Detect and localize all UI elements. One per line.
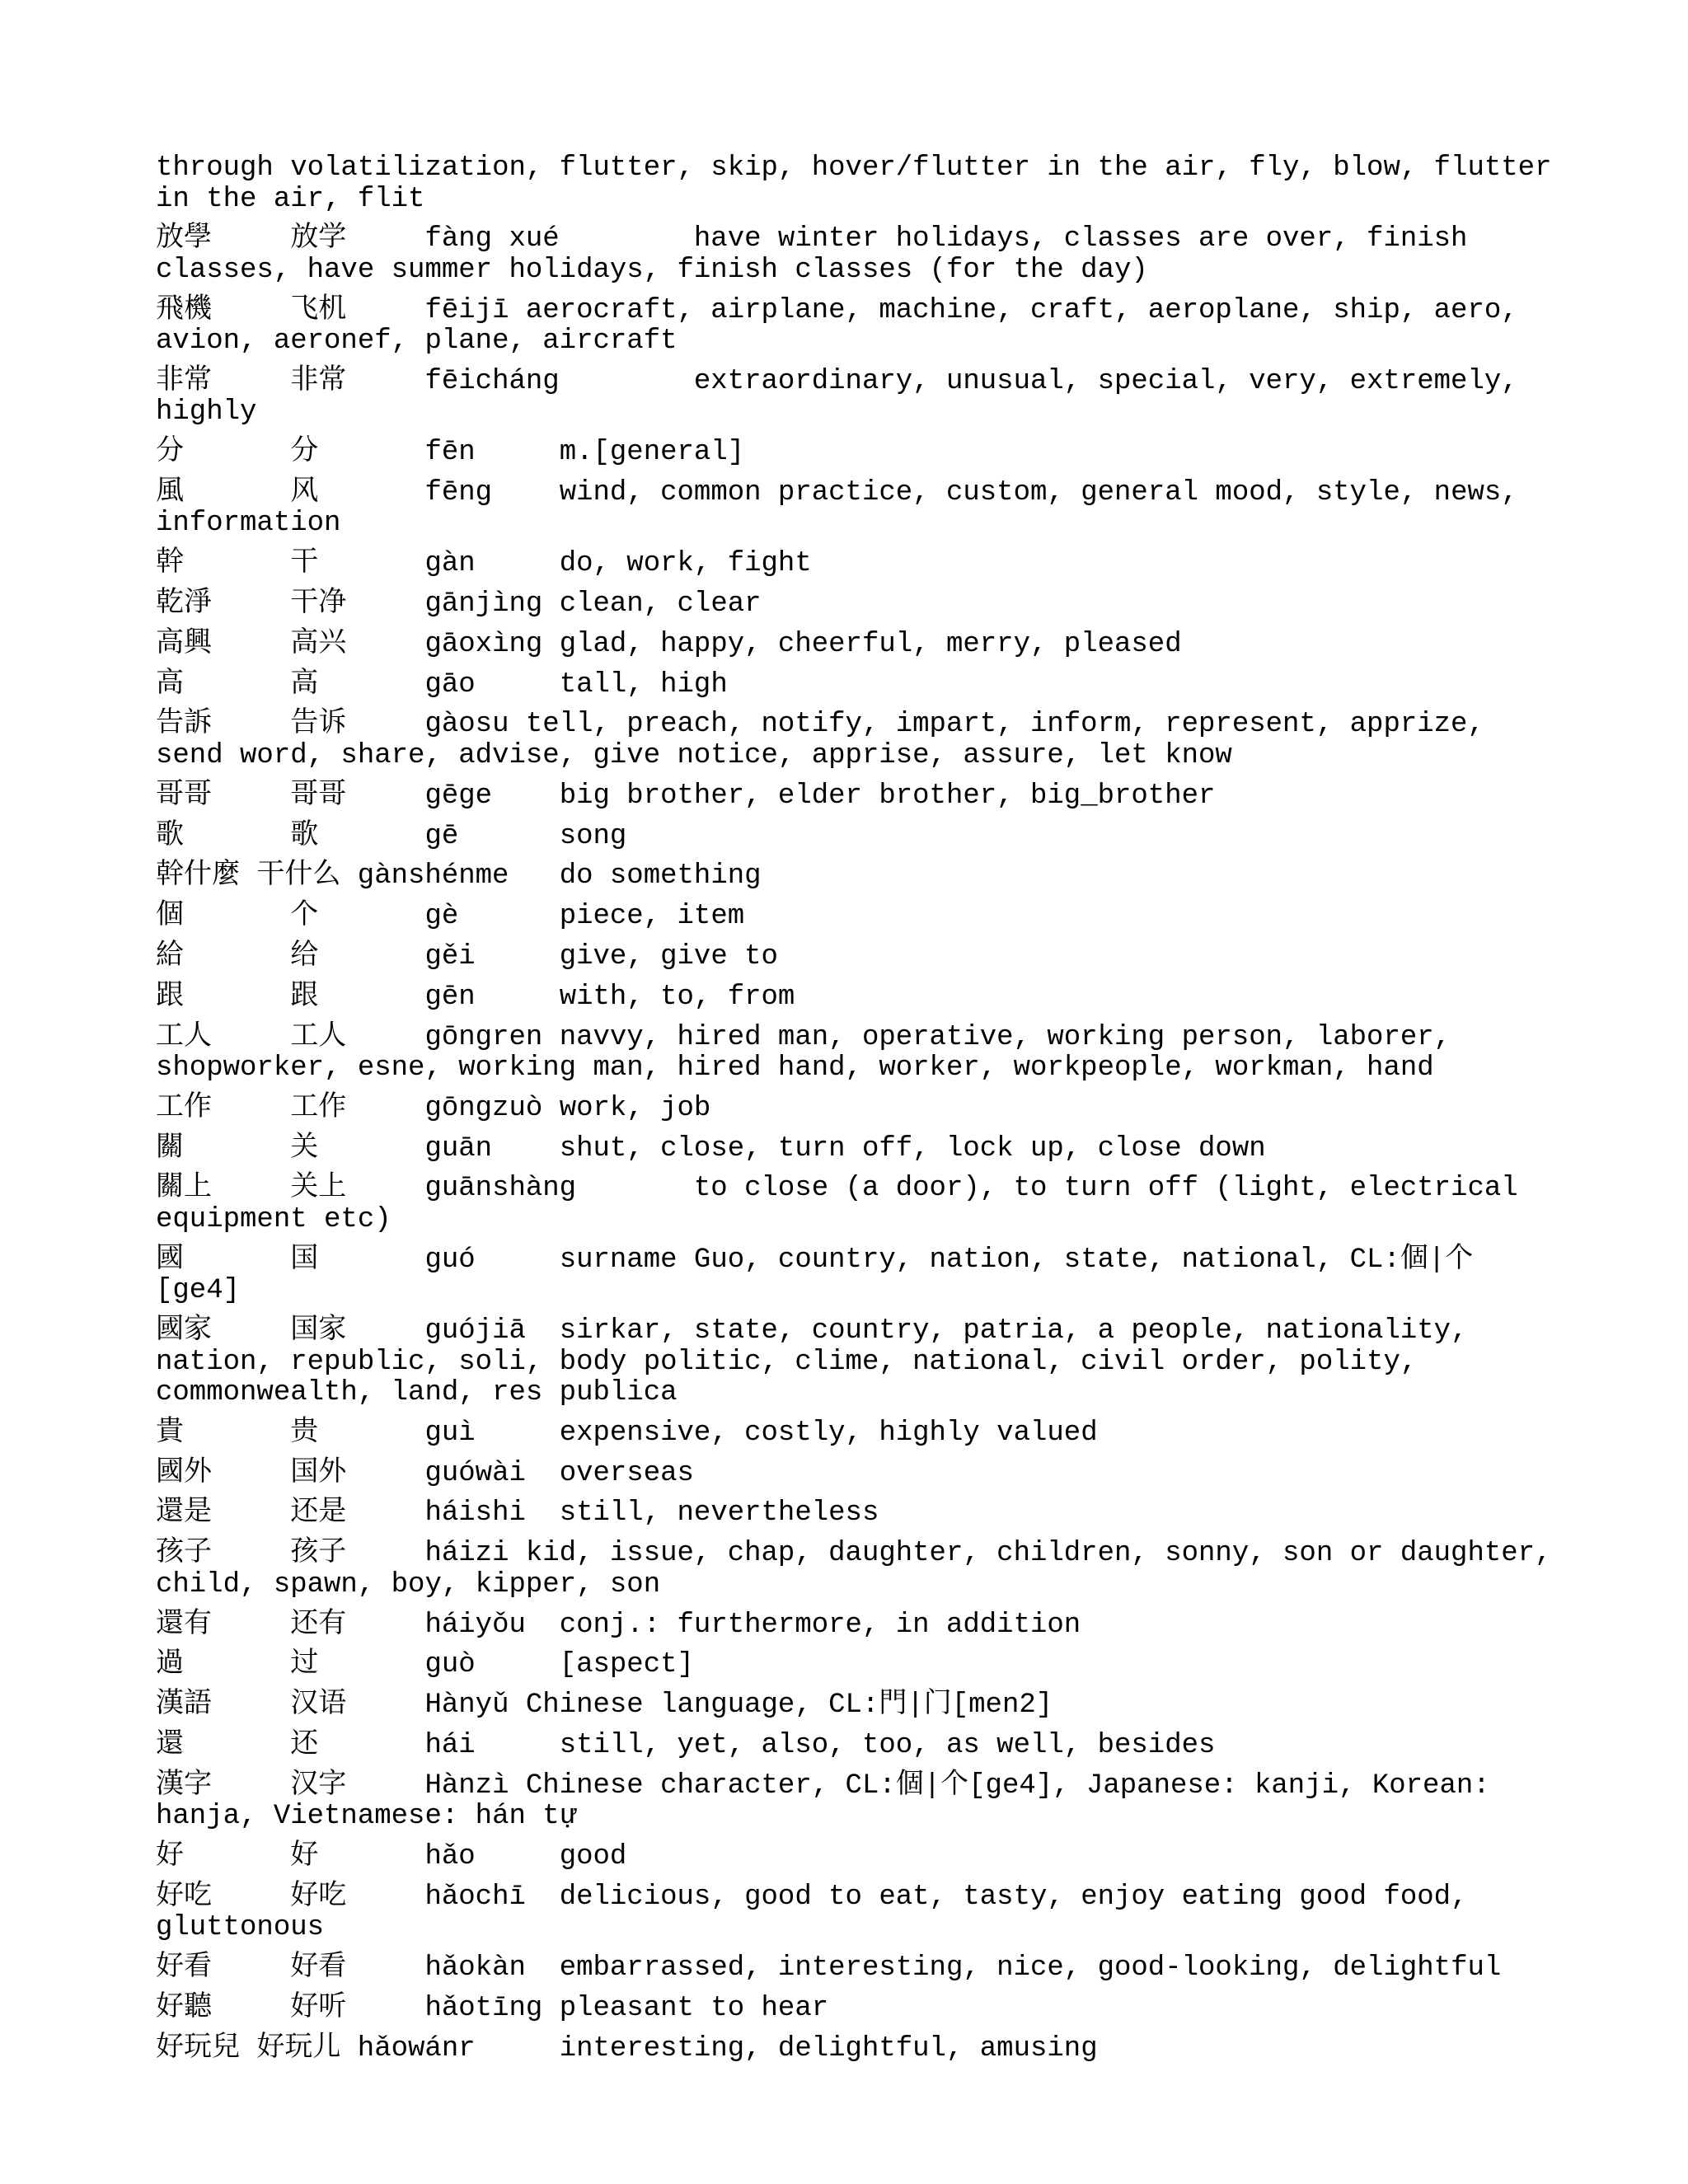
- list-item: 工作 工作 gōngzuò work, job: [156, 1092, 711, 1124]
- list-item: 國外 国外 guówài overseas: [156, 1457, 694, 1489]
- list-item: 還是 还是 háishi still, nevertheless: [156, 1497, 879, 1530]
- list-item: 關上 关上 guānshàng to close (a door), to turn off (light, electrical equipment etc): [156, 1173, 1536, 1235]
- list-item: 個 个 gè piece, item: [156, 901, 745, 933]
- list-item: 風 风 fēng wind, common practice, custom, general mood, style, news, information: [156, 476, 1536, 540]
- list-item: 非常 非常 fēicháng extraordinary, unusual, special, very, extremely, highly: [156, 365, 1536, 429]
- list-item: 好吃 好吃 hǎochī delicious, good to eat, tasty, enjoy eating good food, gluttonous: [156, 1881, 1484, 1944]
- list-item: 飛機 飞机 fēijī aerocraft, airplane, machine, craft, aeroplane, ship, aero, avion, aeronef, plane, aircraft: [156, 294, 1536, 358]
- list-item: 告訴 告诉 gàosu tell, preach, notify, impart, inform, represent, apprize, send word, share, advise, give notice, apprise, assure, let know: [156, 709, 1502, 771]
- list-item: 貴 贵 guì expensive, costly, highly valued: [156, 1417, 1098, 1449]
- list-item: 好 好 hǎo good: [156, 1841, 627, 1872]
- list-item: 分 分 fēn m.[general]: [156, 437, 745, 469]
- list-item: 放學 放学 fàng xué have winter holidays, classes are over, finish classes, have summer holidays, finish classes (for the day): [156, 223, 1484, 286]
- list-item: 關 关 guān shut, close, turn off, lock up, close down: [156, 1132, 1266, 1165]
- list-item: 還有 还有 háiyǒu conj.: furthermore, in addition: [156, 1609, 1081, 1641]
- list-item: 幹 干 gàn do, work, fight: [156, 548, 812, 580]
- list-item: 漢字 汉字 Hànzì Chinese character, CL:個|个[ge4], Japanese: kanji, Korean: hanja, Vietnamese: hán tự: [156, 1769, 1507, 1833]
- list-item: 過 过 guò [aspect]: [156, 1649, 694, 1681]
- list-item: through volatilization, flutter, skip, hover/flutter in the air, fly, blow, flutter in the air, flit: [156, 152, 1568, 215]
- list-item: 歌 歌 gē song: [156, 820, 627, 852]
- list-item: 漢語 汉语 Hànyǔ Chinese language, CL:門|门[men2]: [156, 1690, 1053, 1722]
- list-item: 高 高 gāo tall, high: [156, 668, 728, 701]
- list-item: 哥哥 哥哥 gēge big brother, elder brother, big_brother: [156, 780, 1216, 812]
- list-item: 工人 工人 gōngren navvy, hired man, operative, working person, laborer, shopworker, esne, working man, hired hand, worker, workpeople, workman, hand: [156, 1021, 1468, 1085]
- list-item: 高興 高兴 gāoxìng glad, happy, cheerful, merry, pleased: [156, 628, 1182, 660]
- list-item: 國 国 guó surname Guo, country, nation, state, national, CL:個|个[ge4]: [156, 1244, 1474, 1307]
- vocabulary-list: [156, 152, 1568, 2074]
- list-item: 還 还 hái still, yet, also, too, as well, besides: [156, 1729, 1216, 1761]
- list-item: 孩子 孩子 háizi kid, issue, chap, daughter, children, sonny, son or daughter, child, spawn, boy, kipper, son: [156, 1538, 1568, 1601]
- list-item: 幹什麼 干什么 gànshénme do something: [156, 860, 762, 893]
- list-item: 給 给 gěi give, give to: [156, 940, 778, 972]
- list-item: 乾淨 干净 gānjìng clean, clear: [156, 588, 762, 621]
- list-item: 跟 跟 gēn with, to, from: [156, 981, 795, 1013]
- list-item: 好聽 好听 hǎotīng pleasant to hear: [156, 1992, 829, 2024]
- list-item: 好玩兒 好玩儿 hǎowánr interesting, delightful, amusing: [156, 2032, 1098, 2064]
- list-item: 好看 好看 hǎokàn embarrassed, interesting, nice, good-looking, delightful: [156, 1952, 1502, 1985]
- list-item: 國家 国家 guójiā sirkar, state, country, patria, a people, nationality, nation, republic, soli, body politic, clime, national, civil order, polity, commonwealth, land, res publica: [156, 1315, 1484, 1409]
